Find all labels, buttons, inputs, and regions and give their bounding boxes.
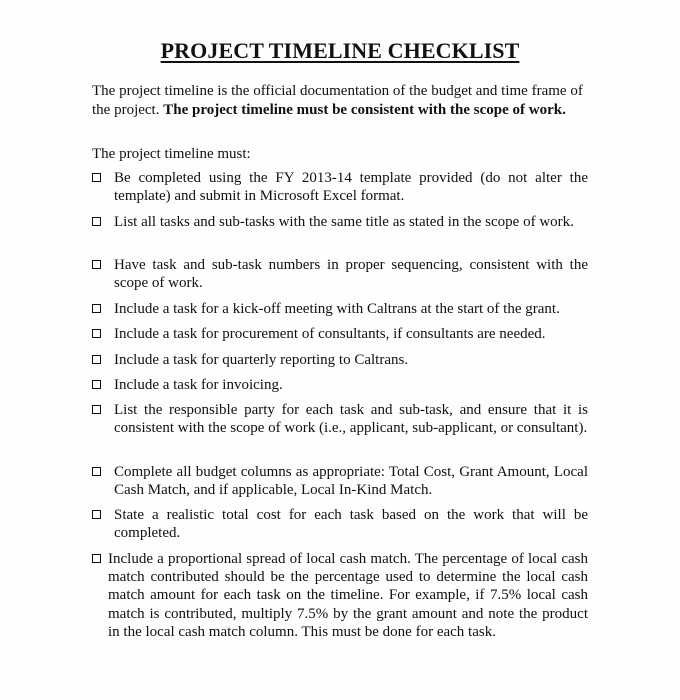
checklist-item — [92, 169, 588, 205]
checklist-item-text: List the responsible party for each task and sub-task, and ensure that it is consistent with the scope of work (i.e., applicant, sub-applicant, or consultant). — [114, 402, 588, 437]
checklist-item — [92, 213, 588, 231]
checklist-item-text: Include a proportional spread of local cash match. The percentage of local cash match contributed should be the percentage used to determine the local cash match amount for each task on the timeline. For example, if 7.5% local cash match is contributed, multiply 7.5% by the grant amount and note the product in the local cash match column. This must be done for each task. — [108, 551, 588, 640]
checkbox-icon[interactable] — [92, 260, 101, 269]
checklist-item-text: Include a task for a kick-off meeting with Caltrans at the start of the grant. — [114, 301, 560, 317]
checklist-item — [92, 550, 588, 641]
checklist-item — [92, 300, 588, 318]
checklist-item-text: Complete all budget columns as appropriate: Total Cost, Grant Amount, Local Cash Match, and if applicable, Local In-Kind Match. — [114, 464, 588, 499]
checkbox-icon[interactable] — [92, 329, 101, 338]
checklist-item-text: List all tasks and sub-tasks with the same title as stated in the scope of work. — [114, 214, 574, 230]
checklist-item — [92, 325, 588, 343]
page-title: PROJECT TIMELINE CHECKLIST — [160, 38, 520, 63]
checklist-item-text: Include a task for procurement of consultants, if consultants are needed. — [114, 326, 546, 342]
checklist-item-text: Include a task for quarterly reporting to Caltrans. — [114, 352, 409, 368]
checklist-item — [92, 401, 588, 437]
checklist-item — [92, 463, 588, 499]
checkbox-icon[interactable] — [92, 467, 101, 476]
checklist-item — [92, 256, 588, 292]
intro-paragraph — [92, 82, 588, 119]
checklist-item — [92, 351, 588, 369]
checkbox-icon[interactable] — [92, 380, 101, 389]
checklist-item-text: Be completed using the FY 2013-14 template provided (do not alter the template) and submit in Microsoft Excel format. — [114, 170, 588, 205]
checklist-item — [92, 506, 588, 542]
checklist-item — [92, 376, 588, 394]
checkbox-icon[interactable] — [92, 217, 101, 226]
checklist-item-text: Include a task for invoicing. — [114, 377, 283, 393]
checkbox-icon[interactable] — [92, 304, 101, 313]
checkbox-icon[interactable] — [92, 510, 101, 519]
checklist-item-text: State a realistic total cost for each task based on the work that will be completed. — [114, 507, 588, 542]
checkbox-icon[interactable] — [92, 554, 101, 563]
checkbox-icon[interactable] — [92, 355, 101, 364]
checkbox-icon[interactable] — [92, 405, 101, 414]
intro-emphasis: The project timeline must be consistent with the scope of work. — [163, 101, 566, 118]
checklist-item-text: Have task and sub-task numbers in proper sequencing, consistent with the scope of work. — [114, 257, 588, 292]
checkbox-icon[interactable] — [92, 173, 101, 182]
lead-sentence: The project timeline must: — [92, 146, 251, 162]
intro-text: The project timeline is the official documentation of the budget and time frame of the project. — [92, 83, 583, 118]
